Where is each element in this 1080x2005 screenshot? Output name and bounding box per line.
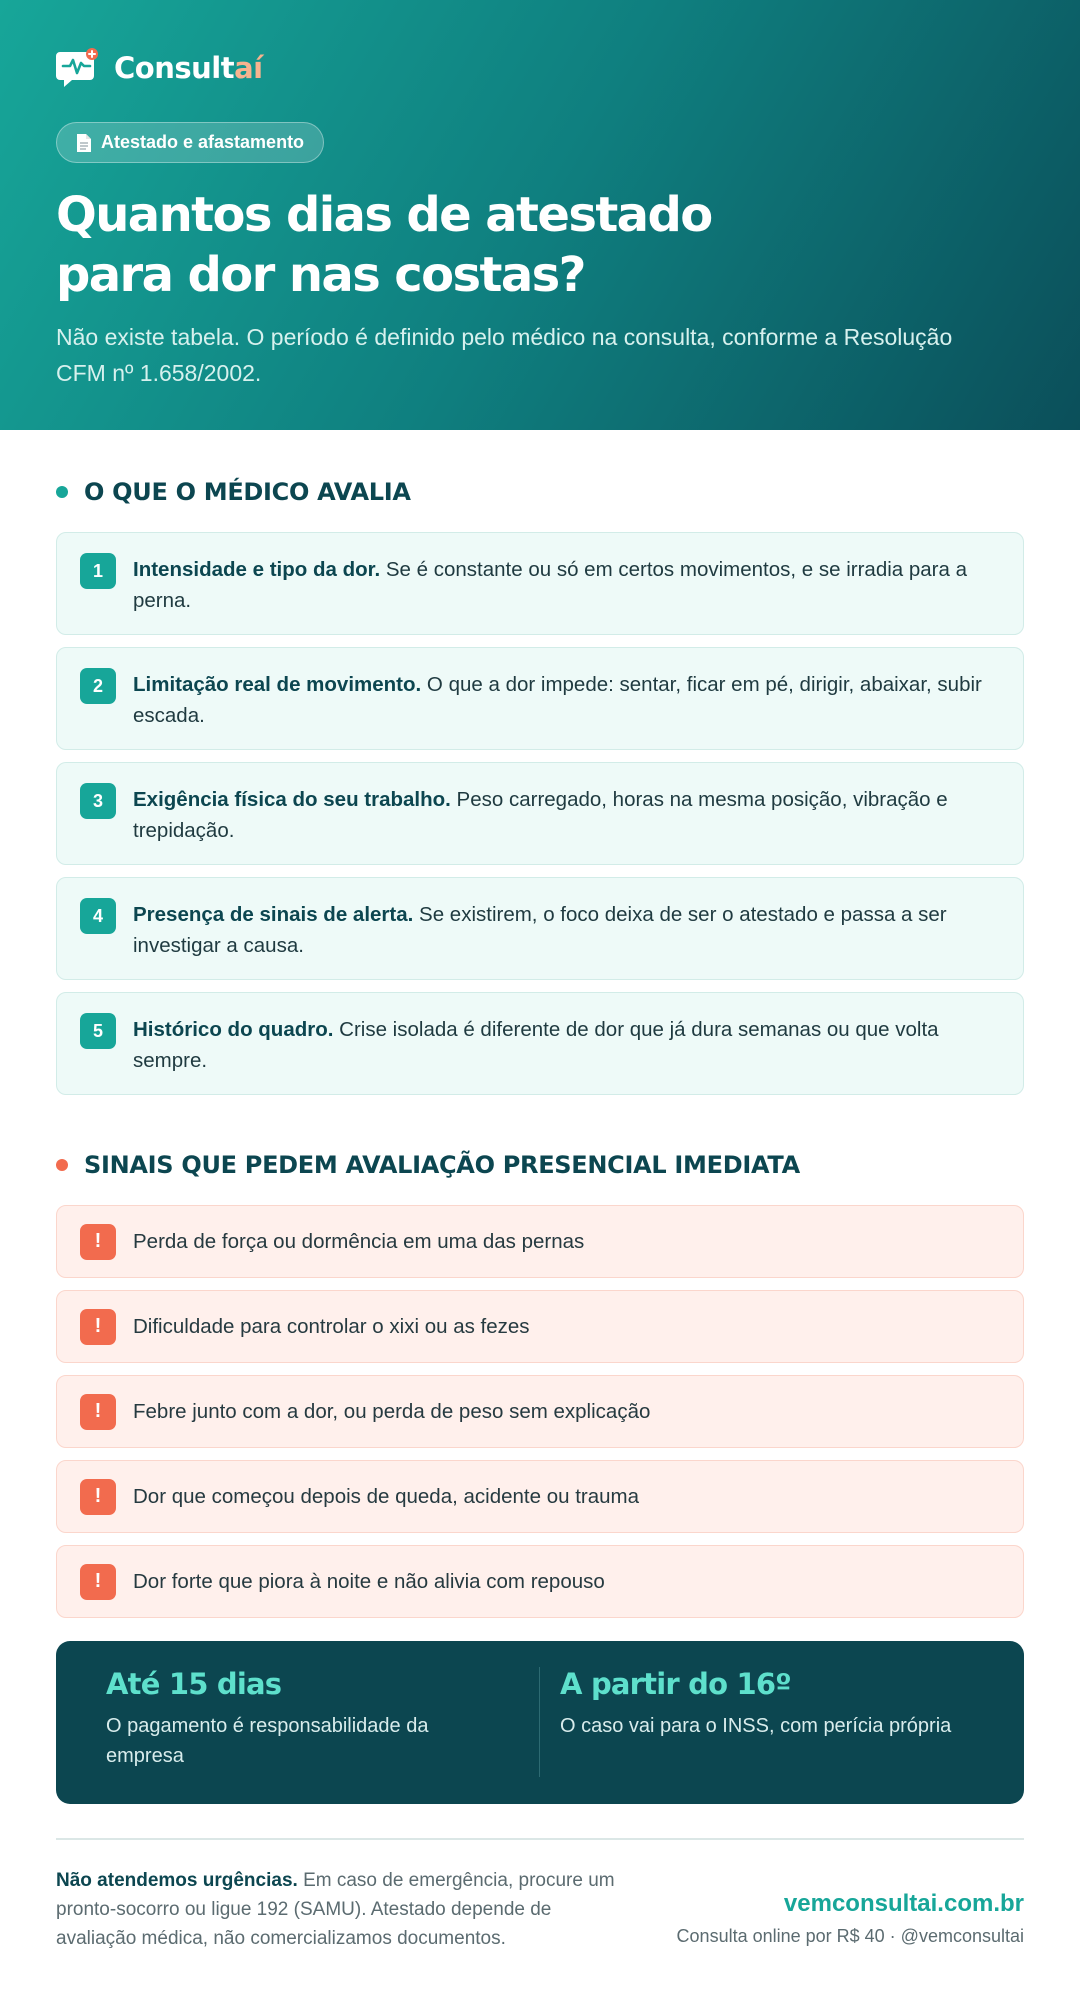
brand-name: Consultaí bbox=[114, 51, 263, 85]
evaluation-heading bbox=[56, 474, 1024, 510]
bullet-dot-icon bbox=[56, 1159, 68, 1171]
criterion-text: Presença de sinais de alerta. Se existirem, o foco deixa de ser o atestado e passa a ser investigar a causa. bbox=[133, 903, 947, 957]
criterion-text: Limitação real de movimento. O que a dor impede: sentar, ficar em pé, dirigir, abaixar, subir escada. bbox=[133, 673, 982, 727]
criteria-list bbox=[56, 532, 1024, 1095]
criterion-item bbox=[56, 532, 1024, 635]
exclamation-icon: ! bbox=[80, 1394, 116, 1430]
criterion-text: Intensidade e tipo da dor. Se é constante ou só em certos movimentos, e se irradia para a perna. bbox=[133, 558, 967, 612]
warnings-list bbox=[56, 1205, 1024, 1618]
employer-period-stat bbox=[56, 1667, 540, 1777]
warnings-title: SINAIS QUE PEDEM AVALIAÇÃO PRESENCIAL IMEDIATA bbox=[84, 1151, 800, 1179]
warning-text: Febre junto com a dor, ou perda de peso sem explicação bbox=[133, 1399, 651, 1423]
number-badge: 5 bbox=[80, 1013, 116, 1049]
stat-description: O pagamento é responsabilidade da empresa bbox=[106, 1715, 429, 1767]
criterion-item bbox=[56, 762, 1024, 865]
exclamation-icon: ! bbox=[80, 1224, 116, 1260]
bullet-dot-icon bbox=[56, 486, 68, 498]
website-link[interactable]: vemconsultai.com.br bbox=[783, 1889, 1024, 1917]
criterion-item bbox=[56, 877, 1024, 980]
page-subtitle: Não existe tabela. O período é definido pelo médico na consulta, conforme a Resolução CFM nº 1.658/2002. bbox=[56, 324, 953, 386]
warning-item bbox=[56, 1545, 1024, 1618]
stat-title: Até 15 dias bbox=[106, 1667, 282, 1701]
criterion-item bbox=[56, 647, 1024, 750]
brand bbox=[56, 48, 1024, 88]
warning-text: Perda de força ou dormência em uma das pernas bbox=[133, 1229, 585, 1253]
exclamation-icon: ! bbox=[80, 1564, 116, 1600]
stat-title: A partir do 16º bbox=[560, 1667, 791, 1701]
warning-text: Dor que começou depois de queda, acidente ou trauma bbox=[133, 1484, 640, 1508]
warning-text: Dor forte que piora à noite e não alivia com repouso bbox=[133, 1569, 605, 1593]
warning-item bbox=[56, 1205, 1024, 1278]
criterion-text: Histórico do quadro. Crise isolada é diferente de dor que já dura semanas ou que volta sempre. bbox=[133, 1018, 939, 1072]
footer bbox=[0, 1840, 1080, 1953]
inss-period-stat bbox=[540, 1667, 1001, 1804]
warning-text: Dificuldade para controlar o xixi ou as fezes bbox=[133, 1314, 530, 1338]
evaluation-title: O QUE O MÉDICO AVALIA bbox=[84, 478, 411, 506]
disclaimer: Não atendemos urgências. Em caso de emergência, procure um pronto-socorro ou ligue 192 (SAMU). Atestado depende de avaliação médica, não comercializamos documentos. bbox=[56, 1869, 615, 1949]
price-and-handle: Consulta online por R$ 40 · @vemconsultai bbox=[676, 1925, 1024, 1946]
warning-item bbox=[56, 1290, 1024, 1363]
evaluation-section bbox=[0, 474, 1080, 1618]
category-tag bbox=[56, 122, 324, 163]
warning-item bbox=[56, 1375, 1024, 1448]
number-badge: 1 bbox=[80, 553, 116, 589]
stat-description: O caso vai para o INSS, com perícia própria bbox=[560, 1715, 952, 1737]
number-badge: 2 bbox=[80, 668, 116, 704]
category-tag-label: Atestado e afastamento bbox=[101, 132, 305, 152]
chat-heartbeat-logo-icon bbox=[56, 48, 100, 88]
number-badge: 4 bbox=[80, 898, 116, 934]
number-badge: 3 bbox=[80, 783, 116, 819]
criterion-item bbox=[56, 992, 1024, 1095]
warning-item bbox=[56, 1460, 1024, 1533]
exclamation-icon: ! bbox=[80, 1309, 116, 1345]
page-title: Quantos dias de atestado para dor nas costas? bbox=[56, 187, 712, 303]
exclamation-icon: ! bbox=[80, 1479, 116, 1515]
footer-contact bbox=[677, 1866, 1024, 1953]
payment-info-panel bbox=[56, 1641, 1024, 1804]
warnings-heading bbox=[56, 1147, 1024, 1183]
criterion-text: Exigência física do seu trabalho. Peso carregado, horas na mesma posição, vibração e trepidação. bbox=[133, 788, 948, 842]
hero-banner bbox=[0, 0, 1080, 430]
document-icon bbox=[76, 133, 92, 153]
